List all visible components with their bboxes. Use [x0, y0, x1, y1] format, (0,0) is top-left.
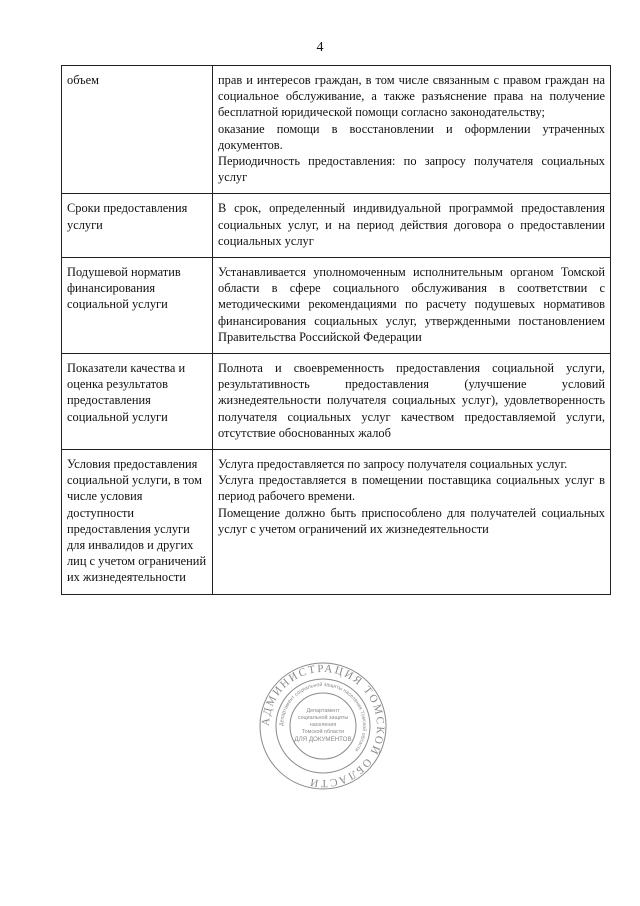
- stamp-outer-text: АДМИНИСТРАЦИЯ ТОМСКОЙ ОБЛАСТИ: [259, 662, 387, 790]
- service-details-table: [61, 65, 611, 595]
- row-paragraph: Помещение должно быть приспособлено для получателей социальных услуг с учетом ограничений их жизнедеятельности: [218, 505, 605, 536]
- row-paragraph: В срок, определенный индивидуальной программой предоставления социальных услуг, и на период действия договора о предоставлении социальных услуг: [218, 201, 605, 248]
- table-row: [62, 354, 611, 450]
- row-value: [213, 450, 611, 595]
- stamp-center-line: Департамент: [306, 708, 340, 714]
- row-paragraph: Полнота и своевременность предоставления социальной услуги, результативность предоставления (улучшение условий жизнедеятельности получателя социальных услуг), удовлетворенность получателя социальных услуг качеством предоставляемой услуги, отсутствие обоснованных жалоб: [218, 361, 605, 440]
- row-paragraph: оказание помощи в восстановлении и оформлении утраченных документов.: [218, 121, 605, 152]
- row-paragraph: Услуга предоставляется в помещении поставщика социальных услуг в период рабочего времени.: [218, 473, 605, 504]
- table-row: [62, 258, 611, 354]
- row-value: [213, 194, 611, 258]
- table-row: [62, 450, 611, 595]
- stamp-center-line: ДЛЯ ДОКУМЕНТОВ: [294, 736, 352, 743]
- row-paragraph: Периодичность предоставления: по запросу получателя социальных услуг: [218, 154, 605, 185]
- table-row: [62, 194, 611, 258]
- table-row: [62, 66, 611, 194]
- official-stamp: [258, 661, 388, 791]
- row-label: объем: [62, 66, 213, 194]
- row-value: [213, 66, 611, 194]
- row-label: Сроки предоставления услуги: [62, 194, 213, 258]
- stamp-center-line: населения: [309, 722, 337, 728]
- row-paragraph: Устанавливается уполномоченным исполнительным органом Томской области в сфере социального обслуживания в соответствии с методическими рекомендациями по расчету подушевых нормативов финансирования социальных услуг, утвержденными постановлением Правительства Российской Федерации: [218, 265, 605, 344]
- row-label: Показатели качества и оценка результатов предоставления социальной услуги: [62, 354, 213, 450]
- stamp-seal-icon: [258, 661, 388, 791]
- stamp-inner-ring-text: Департамент социальной защиты населения Томской области: [278, 681, 368, 753]
- row-paragraph: прав и интересов граждан, в том числе связанным с правом граждан на социальное обслуживание, а также разъяснение права на получение бесплатной юридической помощи согласно законодательству;: [218, 73, 605, 120]
- stamp-center-line: социальной защиты: [297, 715, 349, 721]
- row-label: Подушевой норматив финансирования социальной услуги: [62, 258, 213, 354]
- row-paragraph: Услуга предоставляется по запросу получателя социальных услуг.: [218, 457, 568, 472]
- stamp-center-line: Томской области: [301, 729, 345, 735]
- page-number: 4: [316, 40, 324, 55]
- row-label: Условия предоставления социальной услуги, в том числе условия доступности предоставления услуги для инвалидов и других лиц с учетом ограничений их жизнедеятельности: [62, 450, 213, 595]
- row-value: [213, 354, 611, 450]
- row-value: [213, 258, 611, 354]
